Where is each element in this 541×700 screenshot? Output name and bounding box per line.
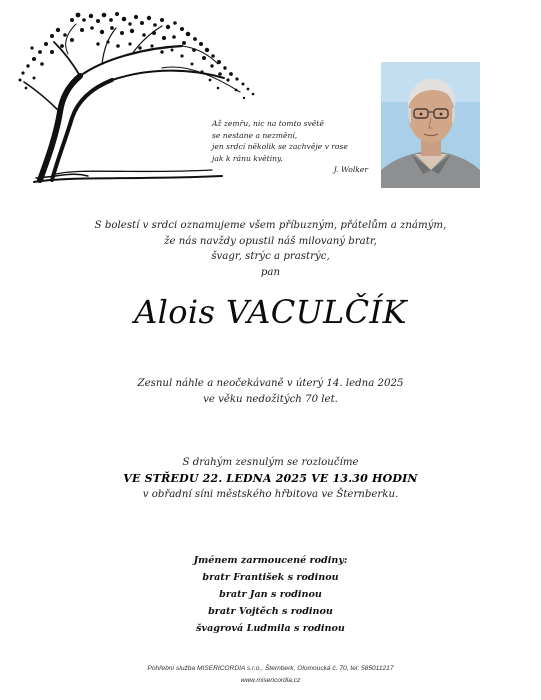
announcement-line: švagr, strýc a prastrýc, xyxy=(211,251,330,262)
quote-author: J. Wolker xyxy=(333,165,368,175)
death-info xyxy=(0,376,541,408)
poem-quote xyxy=(212,118,382,176)
funeral-info xyxy=(0,455,541,502)
funeral-intro: S drahým zesnulým se rozloučíme xyxy=(182,457,359,468)
family-member: švagrová Ludmila s rodinou xyxy=(196,623,345,634)
portrait-photo xyxy=(381,62,480,188)
footer-website: www.misericordia.cz xyxy=(240,677,301,684)
funeral-place: v obřadní síni městského hřbitova ve Šternberku. xyxy=(142,489,399,500)
death-info-line: ve věku nedožitých 70 let. xyxy=(203,394,338,405)
quote-line: se nestane a nezmění, xyxy=(212,130,298,140)
deceased-name: Alois VACULČÍK xyxy=(134,293,407,331)
quote-line: jen srdcí několik se zachvěje v rose xyxy=(212,142,348,152)
death-info-line: Zesnul náhle a neočekávaně v úterý 14. ledna 2025 xyxy=(137,378,404,389)
footer-company: Pohřební služba MISERICORDIA s.r.o., Šternberk, Olomoucká č. 70, tel: 585011217 xyxy=(147,665,394,672)
footer xyxy=(0,663,541,687)
quote-line: jak k ránu květiny. xyxy=(212,153,283,163)
announcement-line: pan xyxy=(260,266,281,278)
announcement-text xyxy=(0,218,541,280)
family-member: bratr Jan s rodinou xyxy=(219,589,322,600)
family-heading: Jménem zarmoucené rodiny: xyxy=(193,555,348,566)
family-member: bratr František s rodinou xyxy=(202,572,339,583)
funeral-datetime: VE STŘEDU 22. LEDNA 2025 VE 13.30 HODIN xyxy=(123,472,418,485)
family-member: bratr Vojtěch s rodinou xyxy=(208,606,333,617)
announcement-line: že nás navždy opustil náš milovaný bratr, xyxy=(164,235,377,247)
announcement-line: S bolestí v srdci oznamujeme všem příbuzným, přátelům a známým, xyxy=(94,220,447,231)
quote-line: Až zemřu, nic na tomto světě xyxy=(212,119,324,128)
family-list xyxy=(0,552,541,637)
